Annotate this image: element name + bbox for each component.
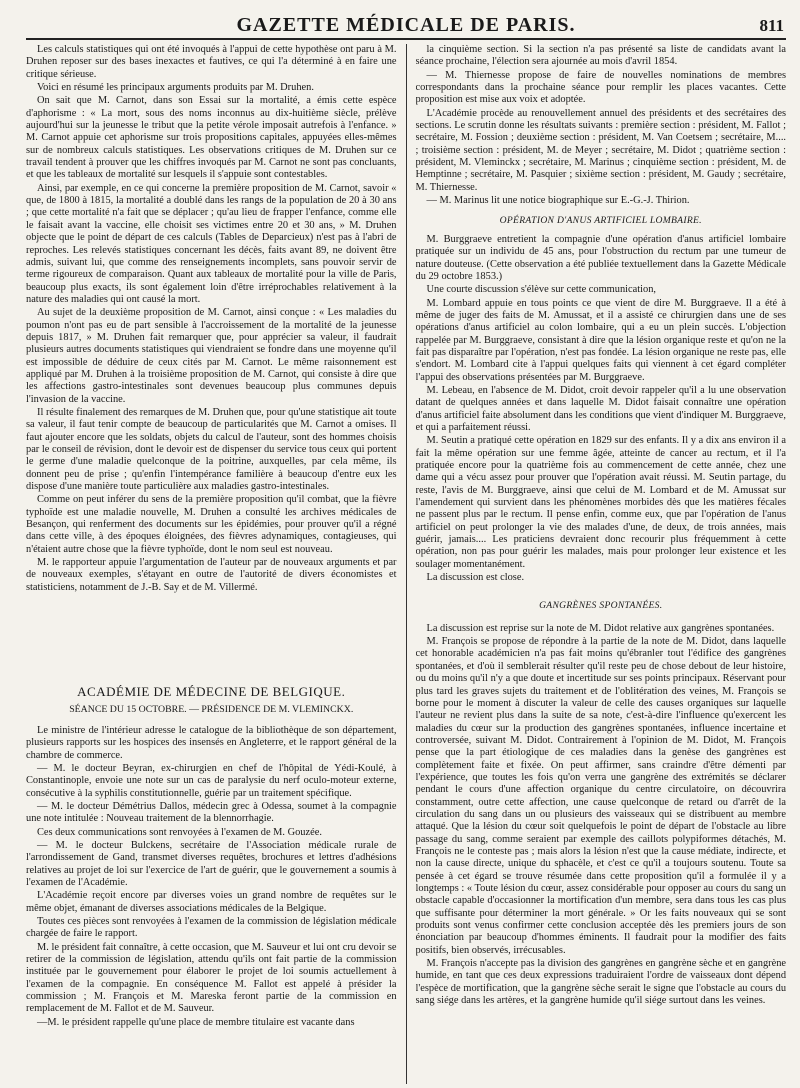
column-divider xyxy=(406,44,407,1084)
paragraph: M. le président fait connaître, à cette occasion, que M. Sauveur et lui ont cru devoir se retirer de la commission de législation, attendu qu'ils ont fait partie de la commission instituée par le gouvernement pour élaborer le projet de loi soumis actuellement à l'examen de la compagnie. En conséquence M. Fallot est appelé à présider la commission ; M. François et M. Mareska feront partie de la commission en remplacement de M. Fallot et de M. Sauveur. xyxy=(26,941,397,1015)
paragraph: M. le rapporteur appuie l'argumentation de l'auteur par de nouveaux arguments et par de nouveaux exemples, s'étayant en outre de l'autorité de divers économistes et statisticiens, notamment de J.-B. Say et de M. Villermé. xyxy=(26,557,397,593)
paragraph: La discussion est reprise sur la note de M. Didot relative aux gangrènes spontanées. xyxy=(426,622,775,634)
subsection-heading: OPÉRATION D'ANUS ARTIFICIEL LOMBAIRE. xyxy=(499,215,702,227)
paragraph: Voici en résumé les principaux arguments produits par M. Druhen. xyxy=(37,82,314,94)
paragraph: M. Burggraeve entretient la compagnie d'une opération d'anus artificiel lombaire pratiquée sur un individu de 45 ans, pour l'obstruction du rectum par une tumeur de nature douteuse. (Cette observation a été publiée textuellement dans la Gazette Médicale du 29 octobre 1853.) xyxy=(415,233,787,282)
paragraph: la cinquième section. Si la section n'a pas présenté sa liste de candidats avant la séance prochaine, l'élection sera ajournée au mois d'avril 1854. xyxy=(415,44,787,68)
paragraph: Ainsi, par exemple, en ce qui concerne la première proposition de M. Carnot, savoir « que, de 1800 à 1815, la mortalité a doublé dans les rangs de la population de 20 à 30 ans ; que cette mortalité n'a fait que se déplacer ; qu'au lieu de frapper l'enfance, comme elle le faisait avant la vaccine, elle choisit ses victimes entre 20 et 30 ans, » M. Druhen objecte que le point de départ de ces calculs (Tables de Deparcieux) n'est pas à l'abri de reproches. Les relevés statistiques concernant les décès, faits avant 89, ne doivent être admis, suivant lui, que comme des renseignements incomplets, sans pouvoir servir de terme rigoureux de comparaison. Quant aux tableaux de mortalité pour la ville de Paris, beaucoup plus exacts, ils sont également loin d'être irréprochables relativement à la nature des maladies qui ont causé la mort. xyxy=(26,182,397,305)
page-number: 811 xyxy=(759,16,784,35)
right-column xyxy=(416,44,787,1084)
paragraph: La discussion est close. xyxy=(426,572,525,584)
paragraph: Les calculs statistiques qui ont été invoqués à l'appui de cette hypothèse ont paru à M. Druhen reposer sur des bases inexactes et fautives, ce qui l'a déterminé à en faire une critique sérieuse. xyxy=(26,44,397,80)
section-title: ACADÉMIE DE MÉDECINE DE BELGIQUE. xyxy=(77,684,346,700)
paragraph: — M. le docteur Bulckens, secrétaire de l'Association médicale rurale de l'arrondissement de Gand, transmet diverses requêtes, brochures et lettres d'adhésions relatives au projet de loi sur l'exercice de l'art de guérir, que le gouvernement a soumis à l'examen de l'Académie. xyxy=(26,839,397,888)
paragraph: M. Lombard appuie en tous points ce que vient de dire M. Burggraeve. Il a été à même de juger des faits de M. Amussat, et il a assisté ce chirurgien dans une de ses opérations d'anus artificiel au colon lombaire, qui a eu un plein succès. L'objection rappelée par M. Burggraeve, consistant à dire que la lésion organique reste et qu'on ne la fait pas disparaître par l'opération, n'est pas fondée. La lésion organique ne reste pas, elle s'endort. M. Lombard cite à l'appui quelques faits qui viennent à cet égard compléter l'appui des observations présentées par M. Burggraeve. xyxy=(415,297,787,383)
paragraph: — M. Thiernesse propose de faire de nouvelles nominations de membres correspondants dans la prochaine séance pour remplir les places vacantes. Cette proposition est mise aux voix et adoptée. xyxy=(415,69,787,106)
paragraph: Toutes ces pièces sont renvoyées à l'examen de la commission de législation médicale chargée de faire le rapport. xyxy=(26,915,397,940)
paragraph: Ces deux communications sont renvoyées à l'examen de M. Gouzée. xyxy=(37,826,322,838)
paragraph: Au sujet de la deuxième proposition de M. Carnot, ainsi conçue : « Les maladies du poumon n'ont pas eu de part sensible à l'accroissement de la mortalité de la jeunesse depuis 1817, » M. Druhen fait remarquer que, pour apprécier sa valeur, il faudrait plusieurs autres documents statistiques qui viendraient se fondre dans une moyenne qu'il est impossible de déduire de ceux cités par M. Carnot. Le même raisonnement est appliqué par M. Druhen à la troisième proposition de M. Carnot, qui consiste à dire que les affections gastro-intestinales sont devenues beaucoup plus communes depuis l'invasion de la vaccine. xyxy=(26,307,397,405)
paragraph: L'Académie reçoit encore par diverses voies un grand nombre de requêtes sur le même objet, émanant de diverses associations médicales de la Belgique. xyxy=(26,890,397,914)
columns xyxy=(26,44,786,1084)
paragraph: On sait que M. Carnot, dans son Essai sur la mortalité, a émis cette espèce d'aphorisme : « La mort, sous des noms inconnus au dix-huitième siècle, prélève aujourd'hui sur la jeunesse le tribut que la petite vérole imposait autrefois à l'enfance. » M. Carnot appuie cet aphorisme sur trois propositions capitales, appuyées elles-mêmes sur de nombreux calculs statistiques. Les observations critiques de M. Druhen sur ce travail tendent à prouver que les chiffres invoqués par M. Carnot ne sont pas concluants, et que les tableaux de mortalité sur lesquels il s'appuie sont contestables. xyxy=(26,95,397,181)
paragraph: —M. le président rappelle qu'une place de membre titulaire est vacante dans xyxy=(37,1016,355,1028)
paragraph: L'Académie procède au renouvellement annuel des présidents et des secrétaires des sections. Le scrutin donne les résultats suivants : première section : président, M. Fallot ; secrétaire, M. Fossion ; deuxième section : président, M. Van Coetsem ; secrétaire, M.... ; troisième section : président, M. de Meyer ; secrétaire, M. Didot ; quatrième section : président, M. Vleminckx ; secrétaire, M. Marinus ; cinquième section : président, M. de Hemptinne ; secrétaire, M. Pasquier ; sixième section : président, M. Gaudy ; secrétaire, M. Thiernesse. xyxy=(415,107,787,193)
paragraph: M. Lebeau, en l'absence de M. Didot, croit devoir rappeler qu'il a lu une observation datant de quelques années et dans laquelle M. Didot faisait connaître une opération d'anus artificiel faite absolument dans les conditions que vient d'indiquer M. Burggraeve, et qui a parfaitement réussi. xyxy=(415,384,787,433)
journal-title: GAZETTE MÉDICALE DE PARIS. xyxy=(236,14,576,36)
paragraph: — M. le docteur Beyran, ex-chirurgien en chef de l'hôpital de Yédi-Koulé, à Constantinople, envoie une note sur un cas de paralysie du nerf oculo-moteur externe, consécutive à la syphilis constitutionnelle, guérie par un traitement spécifique. xyxy=(26,762,397,799)
paragraph: — M. le docteur Démétrius Dallos, médecin grec à Odessa, soumet à la compagnie une note intitulée : Nouveau traitement de la blennorrhagie. xyxy=(26,800,397,825)
session-line: SÉANCE DU 15 OCTOBRE. — PRÉSIDENCE DE M. VLEMINCKX. xyxy=(69,704,354,716)
page-header xyxy=(26,8,786,40)
paragraph: M. François n'accepte pas la division des gangrènes en gangrène sèche et en gangrène humide, en tant que ces deux expressions traduiraient l'ordre de vaisseaux dont dépend l'espèce de mortification, que la gangrène sèche serait le signe que l'obstacle au cours du sang siége dans les artères, et la gangrène humide qu'il siége surtout dans les veines. xyxy=(415,958,787,1007)
paragraph: Comme on peut inférer du sens de la première proposition qu'il combat, que la fièvre typhoïde est une maladie nouvelle, M. Druhen a consulté les archives médicales de Besançon, qui renferment des documents sur les épidémies, pour prouver qu'il a régné dans cette ville, à des époques éloignées, des fièvres adynamiques, contagieuses, qui n'étaient autre chose que la fièvre typhoïde, dont le nom seul est nouveau. xyxy=(26,494,397,555)
paragraph: Le ministre de l'intérieur adresse le catalogue de la bibliothèque de son département, plusieurs rapports sur les hospices des insensés en Angleterre, et le rapport général de la chambre de commerce. xyxy=(26,724,397,761)
paragraph: — M. Marinus lit une notice biographique sur E.-G.-J. Thirion. xyxy=(426,195,690,207)
left-column xyxy=(26,44,397,1084)
subsection-heading: GANGRÈNES SPONTANÉES. xyxy=(539,600,663,612)
paragraph: M. François se propose de répondre à la partie de la note de M. Didot, dans laquelle cet honorable académicien n'a pas fait moins qu'ébranler tout l'édifice des gangrènes spontanées, et d'où il semblerait résulter qu'il reste peu de chose debout de leur histoire, ou du moins qu'il n'y a que doute et incertitude sur ses points principaux. Réservant pour plus tard les graves sujets du traitement et de l'oblitération des veines, M. François se borne pour le moment à discuter la valeur de celle des causes organiques sur laquelle l'auteur ne revient plus dans la suite de sa note, c'est-à-dire l'influence qu'exercent les maladies du cœur sur la production des gangrènes spontanées, influence incertaine et controversée, suivant M. Didot. Contrairement à l'opinion de M. Didot, M. François pense que la part étiologique de ces maladies dans la genèse des gangrènes est complètement faite et fixée. On peut affirmer, sans craindre d'être démenti par l'expérience, que toutes les fois qu'on verra une gangrène des extrémités se déclarer pendant le cours d'une affection organique du centre circulatoire, on découvrira constamment, outre cette affection, une cause quelconque de retard ou d'arrêt de la circulation du sang dans un ou plusieurs des vaisseaux qui se distribuent au membre attaqué. Que la lésion du cœur soit quelquefois le point de départ de l'obstacle au libre passage du sang, comme seraient par exemple des caillots polypiformes détachés, M. François ne le conteste pas ; mais alors la lésion n'est que la cause médiate, indirecte, et non la cause directe, unique du sphacèle, et c'est ce qu'il a toujours soutenu. Toute sa pensée à cet égard se trouve résumée dans cette proposition qu'il a formulée il y a longtemps : « Toute lésion du cœur, assez considérable pour opposer au cours du sang un obstacle capable d'occasionner la mortification d'un membre, sera dans tous les cas plus que suffisante pour déterminer la mort générale. » Or les faits nouveaux qui se sont produits sont venus confirmer cette conclusion acceptée dès les premiers jours de son énonciation par beaucoup d'hommes éminents. Il faudrait pour la modifier des faits positifs, bien observés, irrécusables. xyxy=(415,636,787,956)
paragraph: M. Seutin a pratiqué cette opération en 1829 sur des enfants. Il y a dix ans environ il a fait la même opération sur une femme âgée, atteinte de cancer au rectum, et il l'a pratiquée encore pour la quatrième fois au commencement de cette année, chez une dame qui a vécu assez pour prouver que l'opération avait réussi. M. Seutin partage, du reste, l'avis de M. Burggraeve, ainsi que celui de M. Lombard et de M. Amussat sur l'amendement qui survient dans les phénomènes morbides dès que les matières fécales ne passent plus par le rectum. Il pense enfin, comme eux, que par l'opération de l'anus artificiel on peut prolonger la vie des malades d'une, de deux, de trois années, mais guérir, jamais.... Les praticiens devraient donc recourir plus fréquemment à cette opération, non pas pour guérir les malades, mais pour prolonger leur existence et les soulager momentanément. xyxy=(415,435,787,570)
paragraph: Il résulte finalement des remarques de M. Druhen que, pour qu'une statistique ait toute sa valeur, il faut tenir compte de beaucoup de particularités que M. Carnot a omises. Il faut ajouter encore que les soldats, objets du calcul de l'auteur, sont des hommes choisis par le conseil de révision, dont le devoir est de dispenser du service tous ceux qui portent le germe d'une maladie quelconque de la poitrine, auxquelles, par cela même, ils donnent peu de prise ; qu'enfin l'intempérance familière à beaucoup d'entre eux les dispose d'une manière toute particulière aux maladies gastro-intestinales. xyxy=(26,406,397,493)
paragraph: Une courte discussion s'élève sur cette communication, xyxy=(426,284,657,296)
